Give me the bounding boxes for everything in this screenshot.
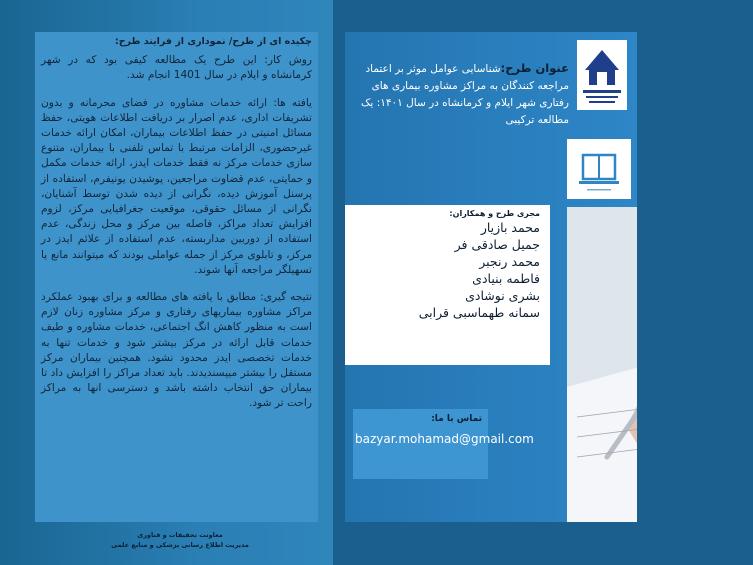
summary-title: چکیده ای از طرح/ نموداری از فرایند طرح: xyxy=(114,36,312,47)
project-title-label: عنوان طرح: xyxy=(500,61,569,75)
hand-writing-photo xyxy=(567,207,637,522)
summary-box xyxy=(35,32,318,522)
project-title-text: شناسایی عوامل موثر بر اعتماد مراجعه کنندگان به مراکز مشاوره بیماری های رفتاری شهر ایلام و کرمانشاه در سال ۱۴۰۱: یک مطالعه ترکیبی xyxy=(361,63,569,126)
footer-line-1: معاونت تحقیقات و فناوری xyxy=(137,531,223,539)
footer xyxy=(100,530,260,550)
team-member: بشری نوشادی xyxy=(465,288,540,303)
team-member: جمیل صادقی فر xyxy=(454,237,540,252)
translation-logo-icon xyxy=(567,139,631,199)
team-member: محمد رنجبر xyxy=(479,254,540,269)
team-member: فاطمه بنیادی xyxy=(472,271,540,286)
contact-email[interactable]: bazyar.mohamad@gmail.com xyxy=(355,432,534,446)
method-label: روش کار: xyxy=(264,54,312,67)
contact-label: تماس با ما: xyxy=(431,414,482,424)
team-member: محمد بازیار xyxy=(480,220,540,235)
findings-label: یافته ها: xyxy=(273,96,313,109)
conclusion-label: نتیجه گیری: xyxy=(260,291,312,304)
footer-line-2: مدیریت اطلاع رسانی پزشکی و منابع علمی xyxy=(111,541,249,549)
team-box xyxy=(345,205,550,365)
method-text: این طرح یک مطالعه کیفی بود که در شهر کرمانشاه و ایلام در سال 1401 انجام شد. xyxy=(41,54,312,82)
conclusion-text: مطابق با یافته های مطالعه و برای بهبود عملکرد مراکز مشاوره بیماریهای رفتاری و مرکز مشاوره زنان لازم است به منظور کاهش انگ اجتماعی، خدمات مشاوره و طیف خدمات قابل ارائه در مرکز بیشتر شود و خدمات تنها به خدمات تخصصی ایدز محدود نشود. همچنین بیماران مرکز مستقل را بیشتر میپسندیدند. باید تعداد مراکز را افزایش داد تا بیماران حق انتخاب داشته باشد و دسترسی انها به مراکز راحت تر شود. xyxy=(41,291,312,410)
findings-text: ارائه خدمات مشاوره در فضای محرمانه و بدون تشریفات اداری، عدم اصرار بر دریافت اطلاعات هویتی، حفظ مسائل امنیتی در حفظ اطلاعات بیماران، امکان ارائه خدمات غیرحضوری، الزامات مرتبط با تماس تلفنی با بیماران، متنوع سازی خدمات مرکز نه فقط خدمات ایدز، ارائه خدمات مکمل و حمایتی، عدم قضاوت مراجعین، پوشیدن یونیفرم، استفاده از پرسنل آموزش دیده، نگرانی از دیده شدن توسط آشنایان، نگرانی از مسائل حقوقی، موقعیت جغرافیایی مرکز، لزوم افزایش تعداد مراکز، فاصله بین مرکز و محل زندگی، عدم استفاده از دوربین مداربسته، عدم استفاده از علائم ایدز در مرکز، و تابلوی مرکز از جمله عواملی بودند که میتوانند مانع یا تسهیلگر مراجعه آنها شوند. xyxy=(41,96,312,276)
team-list xyxy=(345,219,540,321)
findings-paragraph xyxy=(41,96,312,278)
method-paragraph xyxy=(41,53,312,83)
conclusion-paragraph xyxy=(41,290,312,412)
team-label: مجری طرح و همکاران: xyxy=(449,209,540,218)
right-panel xyxy=(345,32,637,522)
university-logo-icon xyxy=(577,40,627,110)
team-member: سمانه طهماسبی قرابی xyxy=(418,305,540,320)
project-title-block xyxy=(354,60,569,129)
